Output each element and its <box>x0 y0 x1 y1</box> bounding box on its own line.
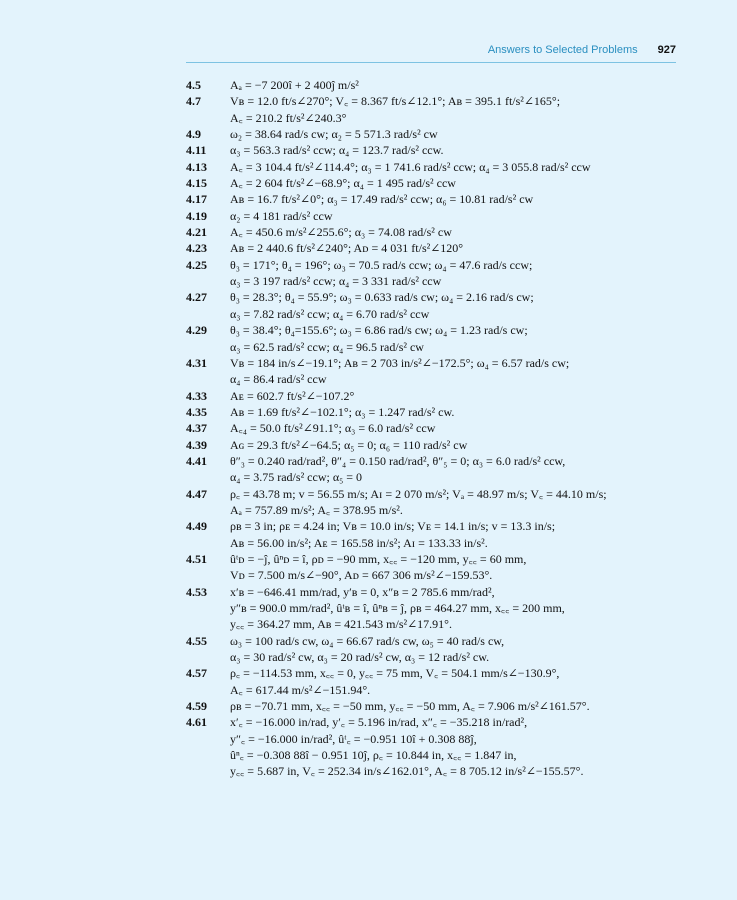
answer-line: y꜀꜀ = 364.27 mm, Aʙ = 421.543 m/s²∠17.91°. <box>230 617 452 632</box>
problem-number: 4.17 <box>186 192 207 207</box>
problem-number: 4.11 <box>186 143 207 158</box>
problem-number: 4.53 <box>186 584 207 599</box>
answer-line: α₃ = 62.5 rad/s² ccw; α₄ = 96.5 rad/s² cw <box>230 339 424 354</box>
answer-entry <box>186 289 686 322</box>
answer-line: x′ʙ = −646.41 mm/rad, y′ʙ = 0, x″ʙ = 2 785.6 mm/rad², <box>230 584 495 599</box>
problem-number: 4.27 <box>186 290 207 305</box>
answer-entry <box>186 698 686 714</box>
answer-entry <box>186 175 686 191</box>
problem-number: 4.33 <box>186 388 207 403</box>
answer-text <box>230 93 686 126</box>
answer-entry <box>186 665 686 698</box>
answer-line: Aʙ = 16.7 ft/s²∠0°; α₃ = 17.49 rad/s² ccw; α₆ = 10.81 rad/s² cw <box>230 192 534 207</box>
answer-line: A꜀ = 450.6 m/s²∠255.6°; α₃ = 74.08 rad/s² cw <box>230 225 452 240</box>
answer-line: α₄ = 3.75 rad/s² ccw; α₅ = 0 <box>230 470 363 485</box>
problem-number: 4.35 <box>186 404 207 419</box>
answer-text <box>230 584 686 633</box>
answer-entry <box>186 551 686 584</box>
problem-number: 4.9 <box>186 127 201 142</box>
answer-text <box>230 159 686 175</box>
problem-number: 4.21 <box>186 225 207 240</box>
answer-entry <box>186 208 686 224</box>
problem-number: 4.31 <box>186 355 207 370</box>
answer-line: ρ꜀ = −114.53 mm, x꜀꜀ = 0, y꜀꜀ = 75 mm, V꜀ = 504.1 mm/s∠−130.9°, <box>230 666 560 681</box>
answer-line: y″ʙ = 900.0 mm/rad², ûᵗʙ = î, ûⁿʙ = ĵ, ρʙ = 464.27 mm, x꜀꜀ = 200 mm, <box>230 601 565 615</box>
problem-number: 4.51 <box>186 551 207 566</box>
header-rule <box>186 62 676 63</box>
running-head <box>186 44 676 60</box>
problem-number: 4.23 <box>186 241 207 256</box>
problem-number: 4.37 <box>186 421 207 436</box>
answer-line: α₃ = 3 197 rad/s² ccw; α₄ = 3 331 rad/s² ccw <box>230 274 442 289</box>
answer-text <box>230 437 686 453</box>
answer-line: ρʙ = −70.71 mm, x꜀꜀ = −50 mm, y꜀꜀ = −50 mm, A꜀ = 7.906 m/s²∠161.57°. <box>230 699 590 714</box>
answer-text <box>230 208 686 224</box>
answer-line: Aʙ = 56.00 in/s²; Aᴇ = 165.58 in/s²; Aɪ = 133.33 in/s². <box>230 535 488 550</box>
section-title: Answers to Selected Problems <box>487 44 638 56</box>
answer-text <box>230 142 686 158</box>
answer-text <box>230 191 686 207</box>
answer-line: Aᴇ = 602.7 ft/s²∠−107.2° <box>230 388 355 403</box>
answer-text <box>230 404 686 420</box>
answer-line: y꜀꜀ = 5.687 in, V꜀ = 252.34 in/s∠162.01°, A꜀ = 8 705.12 in/s²∠−155.57°. <box>230 764 584 779</box>
answer-line: Aₐ = 757.89 m/s²; A꜀ = 378.95 m/s². <box>230 502 403 517</box>
answer-line: α₂ = 4 181 rad/s² ccw <box>230 208 333 223</box>
answer-entry <box>186 584 686 633</box>
answers-list <box>186 77 686 780</box>
answer-line: x′꜀ = −16.000 in/rad, y′꜀ = 5.196 in/rad, x″꜀ = −35.218 in/rad², <box>230 715 528 730</box>
problem-number: 4.5 <box>186 78 201 92</box>
answer-text <box>230 551 686 584</box>
answer-text <box>230 224 686 240</box>
answer-text <box>230 175 686 191</box>
answer-line: A꜀ = 617.44 m/s²∠−151.94°. <box>230 682 371 697</box>
problem-number: 4.61 <box>186 715 207 730</box>
answer-text <box>230 355 686 388</box>
answer-text <box>230 322 686 355</box>
answer-line: ω₂ = 38.64 rad/s cw; α₂ = 5 571.3 rad/s² cw <box>230 127 438 142</box>
answer-line: ρ꜀ = 43.78 m; v = 56.55 m/s; Aɪ = 2 070 m/s²; Vₐ = 48.97 m/s; V꜀ = 44.10 m/s; <box>230 486 607 501</box>
answer-line: A꜀ = 210.2 ft/s²∠240.3° <box>230 110 347 125</box>
answer-text <box>230 714 686 779</box>
answer-line: α₃ = 563.3 rad/s² ccw; α₄ = 123.7 rad/s² ccw. <box>230 143 444 158</box>
problem-number: 4.59 <box>186 699 207 714</box>
answer-line: α₄ = 86.4 rad/s² ccw <box>230 372 327 387</box>
answer-line: θ₃ = 38.4°; θ₄=155.6°; ω₃ = 6.86 rad/s cw; ω₄ = 1.23 rad/s cw; <box>230 323 528 338</box>
answer-text <box>230 77 686 93</box>
problem-number: 4.39 <box>186 437 207 452</box>
answer-text <box>230 257 686 290</box>
answer-line: A꜀ = 2 604 ft/s²∠−68.9°; α₄ = 1 495 rad/s² ccw <box>230 176 456 191</box>
answer-text <box>230 126 686 142</box>
answer-entry <box>186 714 686 779</box>
answer-line: Aʙ = 1.69 ft/s²∠−102.1°; α₃ = 1.247 rad/s² cw. <box>230 404 455 419</box>
answer-line: A꜀₄ = 50.0 ft/s²∠91.1°; α₃ = 6.0 rad/s² ccw <box>230 421 436 436</box>
answer-entry <box>186 191 686 207</box>
answer-entry <box>186 93 686 126</box>
answer-entry <box>186 224 686 240</box>
problem-number: 4.15 <box>186 176 207 191</box>
answer-line: α₃ = 7.82 rad/s² ccw; α₄ = 6.70 rad/s² ccw <box>230 306 430 321</box>
answer-entry <box>186 322 686 355</box>
answer-line: Aɢ = 29.3 ft/s²∠−64.5; α₅ = 0; α₆ = 110 rad/s² cw <box>230 437 468 452</box>
answer-entry <box>186 77 686 93</box>
answer-entry <box>186 142 686 158</box>
answer-entry <box>186 257 686 290</box>
answer-line: Vʙ = 12.0 ft/s∠270°; V꜀ = 8.367 ft/s∠12.1°; Aʙ = 395.1 ft/s²∠165°; <box>230 94 561 109</box>
answer-text <box>230 420 686 436</box>
problem-number: 4.49 <box>186 519 207 534</box>
answer-entry <box>186 388 686 404</box>
answer-line: θ₃ = 28.3°; θ₄ = 55.9°; ω₃ = 0.633 rad/s cw; ω₄ = 2.16 rad/s cw; <box>230 290 534 305</box>
answer-entry <box>186 355 686 388</box>
problem-number: 4.55 <box>186 633 207 648</box>
answer-line: Vʙ = 184 in/s∠−19.1°; Aʙ = 2 703 in/s²∠−172.5°; ω₄ = 6.57 rad/s cw; <box>230 355 570 370</box>
problem-number: 4.25 <box>186 257 207 272</box>
problem-number: 4.57 <box>186 666 207 681</box>
answer-line: ρʙ = 3 in; ρᴇ = 4.24 in; Vʙ = 10.0 in/s; Vᴇ = 14.1 in/s; v = 13.3 in/s; <box>230 519 556 534</box>
answer-line: Vᴅ = 7.500 m/s∠−90°, Aᴅ = 667 306 m/s²∠−159.53°. <box>230 568 493 583</box>
answer-entry <box>186 240 686 256</box>
answer-text <box>230 698 686 714</box>
page-number: 927 <box>657 44 676 56</box>
problem-number: 4.41 <box>186 453 207 468</box>
answer-text <box>230 240 686 256</box>
answer-entry <box>186 420 686 436</box>
problem-number: 4.7 <box>186 94 201 109</box>
answer-line: Aₐ = −7 200î + 2 400ĵ m/s² <box>230 78 359 92</box>
answer-line: ûᵗᴅ = −ĵ, ûⁿᴅ = î, ρᴅ = −90 mm, x꜀꜀ = −120 mm, y꜀꜀ = 60 mm, <box>230 551 527 566</box>
answer-text <box>230 289 686 322</box>
answer-line: θ₃ = 171°; θ₄ = 196°; ω₃ = 70.5 rad/s ccw; ω₄ = 47.6 rad/s ccw; <box>230 257 533 272</box>
answer-entry <box>186 518 686 551</box>
answer-line: ûⁿ꜀ = −0.308 88î − 0.951 10ĵ, ρ꜀ = 10.844 in, x꜀꜀ = 1.847 in, <box>230 748 517 763</box>
answer-line: y″꜀ = −16.000 in/rad², ûᵗ꜀ = −0.951 10î + 0.308 88ĵ, <box>230 731 477 746</box>
answer-line: A꜀ = 3 104.4 ft/s²∠114.4°; α₃ = 1 741.6 rad/s² ccw; α₄ = 3 055.8 rad/s² ccw <box>230 159 591 174</box>
answer-entry <box>186 126 686 142</box>
problem-number: 4.29 <box>186 323 207 338</box>
answer-entry <box>186 159 686 175</box>
answer-line: Aʙ = 2 440.6 ft/s²∠240°; Aᴅ = 4 031 ft/s²∠120° <box>230 241 464 256</box>
answer-text <box>230 486 686 519</box>
answer-text <box>230 388 686 404</box>
answer-text <box>230 453 686 486</box>
answer-text <box>230 633 686 666</box>
problem-number: 4.19 <box>186 208 207 223</box>
answer-text <box>230 518 686 551</box>
problem-number: 4.47 <box>186 486 207 501</box>
answer-entry <box>186 633 686 666</box>
answer-line: θ″₃ = 0.240 rad/rad², θ″₄ = 0.150 rad/rad², θ″₅ = 0; α₃ = 6.0 rad/s² ccw, <box>230 453 566 468</box>
answer-line: ω₃ = 100 rad/s cw, ω₄ = 66.67 rad/s cw, ω₅ = 40 rad/s cw, <box>230 633 505 648</box>
answer-entry <box>186 404 686 420</box>
answer-text <box>230 665 686 698</box>
answer-entry <box>186 486 686 519</box>
answer-line: α₃ = 30 rad/s² cw, α₃ = 20 rad/s² cw, α₃ = 12 rad/s² cw. <box>230 650 490 665</box>
problem-number: 4.13 <box>186 159 207 174</box>
answer-entry <box>186 437 686 453</box>
answer-entry <box>186 453 686 486</box>
